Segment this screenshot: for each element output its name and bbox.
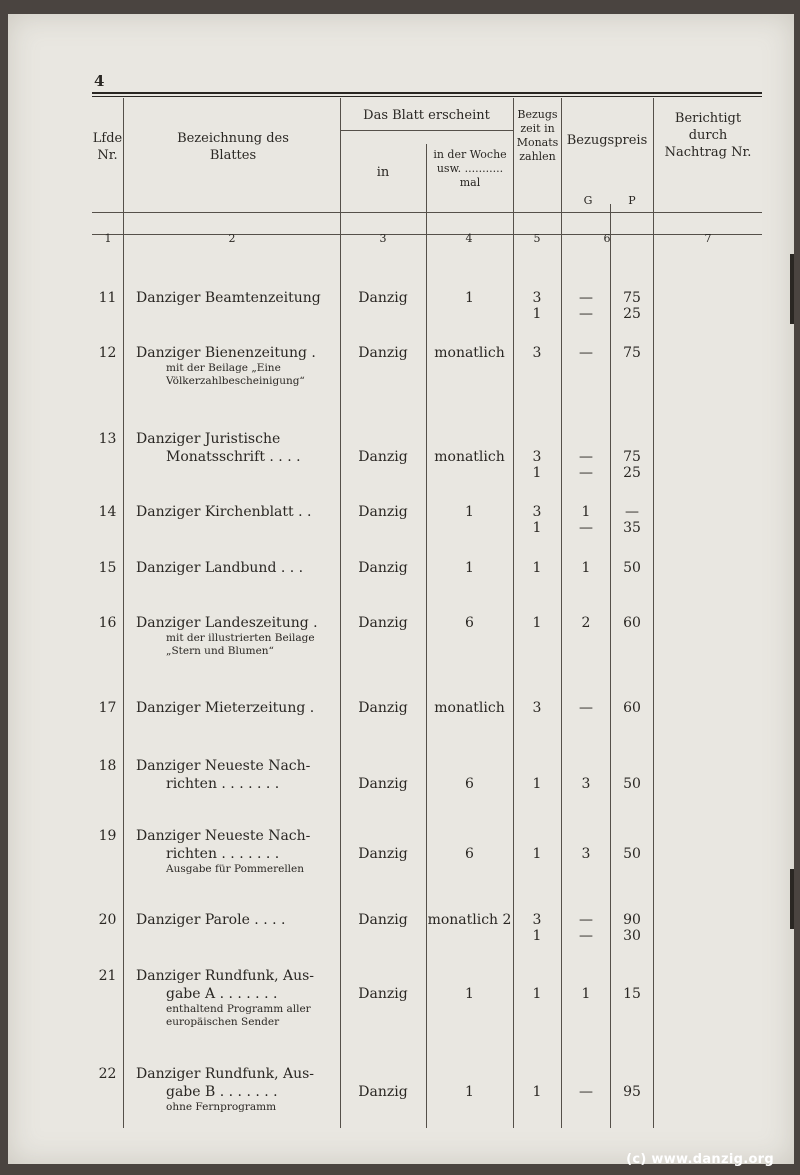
publication-note: „Stern und Blumen“: [166, 645, 274, 657]
price-p: 95: [623, 1084, 641, 1100]
colnum-5: 5: [533, 232, 541, 245]
col-divider-2: [340, 98, 341, 1128]
row-number: 15: [98, 560, 117, 576]
subscription-months: 3: [532, 290, 542, 306]
publication-name: gabe B . . . . . . .: [166, 1084, 278, 1100]
place-of-publication: Danzig: [358, 290, 408, 306]
row-number: 16: [98, 615, 117, 631]
price-g: 3: [581, 776, 591, 792]
publication-name: richten . . . . . . .: [166, 776, 280, 792]
place-of-publication: Danzig: [358, 1084, 408, 1100]
row-number: 12: [98, 345, 117, 361]
publication-name: Danziger Landeszeitung .: [136, 615, 318, 631]
publication-name: Danziger Rundfunk, Aus-: [136, 1066, 315, 1082]
place-of-publication: Danzig: [358, 846, 408, 862]
colnum-4: 4: [465, 232, 473, 245]
place-of-publication: Danzig: [358, 776, 408, 792]
publication-name: Danziger Neueste Nach-: [136, 828, 311, 844]
row-number: 22: [98, 1066, 117, 1082]
colnum-7: 7: [704, 232, 712, 245]
price-p: 60: [623, 615, 641, 631]
document-page: [8, 14, 794, 1164]
price-p: 75: [623, 345, 641, 361]
colnum-3: 3: [379, 232, 387, 245]
col-divider-6: [653, 98, 654, 1128]
price-p: 50: [623, 560, 641, 576]
price-p: 60: [623, 700, 641, 716]
row-number: 20: [98, 912, 117, 928]
frequency: 1: [465, 986, 474, 1002]
subscription-months: 1: [532, 615, 542, 631]
price-p: 35: [623, 520, 641, 536]
price-g: —: [579, 465, 593, 481]
price-g: 3: [581, 846, 591, 862]
price-g: 1: [581, 504, 591, 520]
subscription-months: 3: [532, 345, 542, 361]
frequency: 6: [465, 776, 474, 792]
page-number: 4: [94, 72, 105, 90]
price-p: —: [625, 504, 639, 520]
publication-name: Danziger Mieterzeitung .: [136, 700, 315, 716]
row-number: 17: [98, 700, 117, 716]
price-g: —: [579, 449, 593, 465]
publication-name: Danziger Neueste Nach-: [136, 758, 311, 774]
price-g: —: [579, 306, 593, 322]
price-g: —: [579, 290, 593, 306]
frequency: monatlich: [434, 449, 505, 465]
header-col7: Berichtigt durch Nachtrag Nr.: [664, 111, 752, 160]
price-g: 1: [581, 986, 591, 1002]
place-of-publication: Danzig: [358, 986, 408, 1002]
top-rule: [92, 92, 762, 94]
subscription-months: 1: [532, 928, 542, 944]
subscription-months: 1: [532, 520, 542, 536]
header-col4: in der Woche usw. ........... mal: [433, 148, 507, 189]
publication-name: Danziger Parole . . . .: [136, 912, 286, 928]
row-number: 19: [98, 828, 117, 844]
subscription-months: 3: [532, 504, 542, 520]
price-g: 2: [581, 615, 591, 631]
place-of-publication: Danzig: [358, 615, 408, 631]
top-rule-thin: [92, 96, 762, 97]
publication-name: Danziger Bienenzeitung .: [136, 345, 316, 361]
colnum-6: 6: [603, 232, 611, 245]
frequency: 1: [465, 290, 474, 306]
price-p: 75: [623, 449, 641, 465]
header-col2: Bezeichnung des Blattes: [177, 131, 289, 163]
price-g: 1: [581, 560, 591, 576]
publication-note: mit der illustrierten Beilage: [166, 632, 315, 644]
publication-note: Ausgabe für Pommerellen: [166, 863, 305, 875]
publication-note: europäischen Sender: [166, 1016, 280, 1028]
edge-mark-top: [790, 254, 794, 324]
price-g: —: [579, 345, 593, 361]
header-col5: Bezugszeit in Monatszahlen: [516, 108, 559, 163]
header-group34: Das Blatt erscheint: [363, 108, 490, 123]
subscription-months: 1: [532, 776, 542, 792]
publication-name: gabe A . . . . . . .: [166, 986, 278, 1002]
edge-mark-bottom: [790, 869, 794, 929]
frequency: monatlich: [434, 700, 505, 716]
subscription-months: 1: [532, 306, 542, 322]
watermark: (c) www.danzig.org: [626, 1152, 774, 1167]
colnum-bottom-rule: [92, 234, 762, 235]
publication-note: Völkerzahlbescheinigung“: [166, 375, 305, 387]
place-of-publication: Danzig: [358, 345, 408, 361]
row-number: 21: [98, 968, 117, 984]
publication-name: Danziger Beamtenzeitung: [136, 290, 321, 306]
price-p: 30: [623, 928, 641, 944]
header-col6-p: P: [628, 194, 636, 207]
col-divider-4: [513, 98, 514, 1128]
row-number: 11: [98, 290, 117, 306]
publication-note: enthaltend Programm aller: [166, 1003, 311, 1015]
price-p: 50: [623, 776, 641, 792]
frequency: 6: [465, 615, 474, 631]
row-number: 14: [98, 504, 117, 520]
col-divider-5: [561, 98, 562, 1128]
price-p: 75: [623, 290, 641, 306]
subscription-months: 1: [532, 1084, 542, 1100]
frequency: 1: [465, 1084, 474, 1100]
group-header-rule: [340, 130, 513, 131]
publication-note: mit der Beilage „Eine: [166, 362, 281, 374]
header-col1: Lfde Nr.: [92, 131, 123, 163]
subscription-months: 1: [532, 465, 542, 481]
place-of-publication: Danzig: [358, 504, 408, 520]
subscription-months: 3: [532, 449, 542, 465]
publication-name: Danziger Landbund . . .: [136, 560, 304, 576]
place-of-publication: Danzig: [358, 700, 408, 716]
price-p: 25: [623, 465, 641, 481]
publication-name: Danziger Kirchenblatt . .: [136, 504, 312, 520]
place-of-publication: Danzig: [358, 449, 408, 465]
subscription-months: 3: [532, 912, 542, 928]
header-col6: Bezugspreis: [566, 133, 648, 148]
price-g: —: [579, 1084, 593, 1100]
publication-name: Danziger Rundfunk, Aus-: [136, 968, 315, 984]
subscription-months: 3: [532, 700, 542, 716]
publication-note: ohne Fernprogramm: [166, 1101, 277, 1113]
frequency: 6: [465, 846, 474, 862]
publication-name: Monatsschrift . . . .: [166, 449, 301, 465]
subscription-months: 1: [532, 846, 542, 862]
header-col3: in: [376, 165, 390, 180]
header-col6-g: G: [583, 194, 593, 207]
price-g: —: [579, 700, 593, 716]
header-bottom-rule: [92, 212, 762, 213]
price-p: 90: [623, 912, 641, 928]
publication-name: richten . . . . . . .: [166, 846, 280, 862]
price-p: 50: [623, 846, 641, 862]
place-of-publication: Danzig: [358, 912, 408, 928]
price-p: 25: [623, 306, 641, 322]
price-g: —: [579, 928, 593, 944]
subscription-months: 1: [532, 560, 542, 576]
subscription-months: 1: [532, 986, 542, 1002]
frequency: monatlich 2: [427, 912, 512, 928]
place-of-publication: Danzig: [358, 560, 408, 576]
colnum-1: 1: [104, 232, 112, 245]
price-g: —: [579, 912, 593, 928]
col-divider-1: [123, 98, 124, 1128]
frequency: monatlich: [434, 345, 505, 361]
row-number: 18: [98, 758, 117, 774]
frequency: 1: [465, 560, 474, 576]
colnum-2: 2: [228, 232, 236, 245]
frequency: 1: [465, 504, 474, 520]
price-p: 15: [623, 986, 641, 1002]
price-g: —: [579, 520, 593, 536]
publication-name: Danziger Juristische: [136, 431, 281, 447]
row-number: 13: [98, 431, 117, 447]
